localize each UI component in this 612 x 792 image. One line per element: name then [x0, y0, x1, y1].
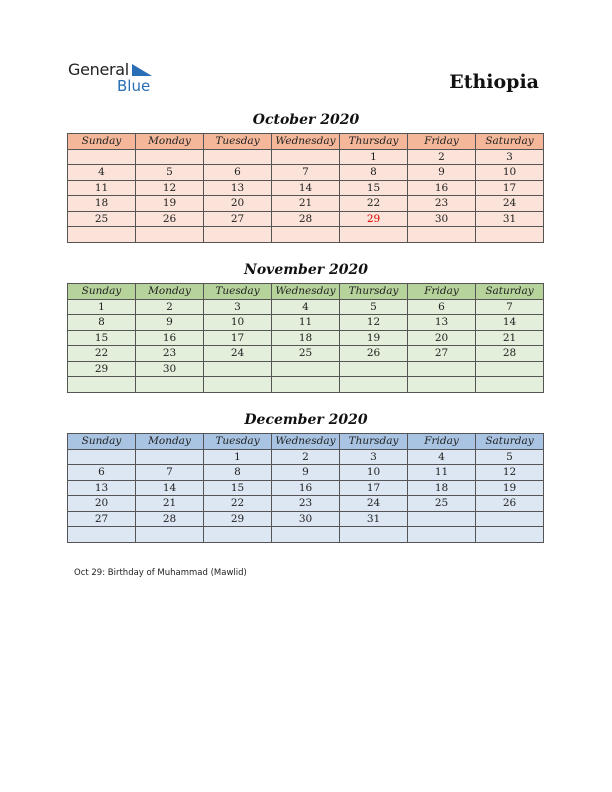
day-cell: 21: [136, 496, 204, 512]
day-cell: 21: [476, 330, 544, 346]
day-cell: 30: [408, 211, 476, 227]
day-cell: [408, 377, 476, 393]
day-cell: [340, 361, 408, 377]
weekday-header-thursday: Thursday: [340, 434, 408, 450]
day-cell: [204, 527, 272, 543]
day-cell: 12: [136, 180, 204, 196]
weekday-header-monday: Monday: [136, 284, 204, 300]
weekday-header-tuesday: Tuesday: [204, 134, 272, 150]
week-row: [68, 299, 544, 315]
holiday-note: Oct 29: Birthday of Muhammad (Mawlid): [74, 568, 247, 578]
day-cell: 24: [340, 496, 408, 512]
week-row: [68, 149, 544, 165]
weekday-header-row: [68, 284, 544, 300]
week-row: [68, 315, 544, 331]
day-cell: 19: [136, 196, 204, 212]
weekday-header-row: [68, 134, 544, 150]
day-cell: [272, 361, 340, 377]
calendar-october: [67, 133, 544, 243]
day-cell: [136, 449, 204, 465]
day-cell: [272, 149, 340, 165]
week-row: [68, 465, 544, 481]
day-cell: 13: [204, 180, 272, 196]
day-cell: 29: [204, 511, 272, 527]
day-cell: 3: [476, 149, 544, 165]
day-cell: [476, 227, 544, 243]
day-cell: 4: [68, 165, 136, 181]
day-cell: 10: [476, 165, 544, 181]
weekday-header-saturday: Saturday: [476, 134, 544, 150]
day-cell: [476, 527, 544, 543]
logo: [68, 60, 168, 96]
week-row: [68, 330, 544, 346]
day-cell: 20: [68, 496, 136, 512]
week-row: [68, 196, 544, 212]
weekday-header-row: [68, 434, 544, 450]
day-cell: 31: [340, 511, 408, 527]
day-cell: 2: [272, 449, 340, 465]
weekday-header-wednesday: Wednesday: [272, 134, 340, 150]
weekday-header-friday: Friday: [408, 284, 476, 300]
day-cell: 31: [476, 211, 544, 227]
day-cell: 6: [408, 299, 476, 315]
day-cell: 22: [68, 346, 136, 362]
day-cell: 1: [204, 449, 272, 465]
day-cell: 23: [408, 196, 476, 212]
day-cell: 27: [68, 511, 136, 527]
day-cell: 28: [136, 511, 204, 527]
day-cell: 4: [408, 449, 476, 465]
day-cell: 11: [68, 180, 136, 196]
day-cell: 26: [476, 496, 544, 512]
week-row: [68, 211, 544, 227]
weekday-header-tuesday: Tuesday: [204, 284, 272, 300]
day-cell: 17: [476, 180, 544, 196]
calendar-november: [67, 283, 544, 393]
day-cell: 30: [272, 511, 340, 527]
day-cell: 5: [476, 449, 544, 465]
day-cell: 2: [136, 299, 204, 315]
day-cell: 26: [136, 211, 204, 227]
weekday-header-monday: Monday: [136, 134, 204, 150]
day-cell: 13: [408, 315, 476, 331]
day-cell: [408, 527, 476, 543]
day-cell: 9: [136, 315, 204, 331]
weekday-header-wednesday: Wednesday: [272, 434, 340, 450]
day-cell: 16: [272, 480, 340, 496]
day-cell: 4: [272, 299, 340, 315]
day-cell: 7: [272, 165, 340, 181]
week-row: [68, 377, 544, 393]
week-row: [68, 361, 544, 377]
day-cell: 29: [68, 361, 136, 377]
day-cell: 9: [408, 165, 476, 181]
day-cell: 7: [136, 465, 204, 481]
day-cell: 8: [204, 465, 272, 481]
day-cell: 7: [476, 299, 544, 315]
weekday-header-thursday: Thursday: [340, 134, 408, 150]
day-cell: 13: [68, 480, 136, 496]
day-cell: 24: [204, 346, 272, 362]
day-cell: 8: [68, 315, 136, 331]
day-cell: [136, 227, 204, 243]
day-cell: 17: [340, 480, 408, 496]
day-cell: [408, 227, 476, 243]
day-cell: [136, 149, 204, 165]
week-row: [68, 180, 544, 196]
day-cell: 18: [68, 196, 136, 212]
day-cell: 8: [340, 165, 408, 181]
day-cell: 1: [340, 149, 408, 165]
day-cell: [204, 361, 272, 377]
day-cell: [340, 377, 408, 393]
day-cell: 16: [136, 330, 204, 346]
day-cell: 12: [340, 315, 408, 331]
day-cell: [408, 511, 476, 527]
day-cell: [272, 377, 340, 393]
day-cell: 10: [204, 315, 272, 331]
day-cell: 14: [136, 480, 204, 496]
day-cell: 10: [340, 465, 408, 481]
day-cell: 18: [272, 330, 340, 346]
day-cell: 3: [204, 299, 272, 315]
week-row: [68, 165, 544, 181]
day-cell: [476, 361, 544, 377]
day-cell: [68, 227, 136, 243]
logo-text-general: General: [68, 60, 129, 79]
day-cell: 22: [340, 196, 408, 212]
day-cell: 6: [68, 465, 136, 481]
day-cell: 30: [136, 361, 204, 377]
day-cell: 11: [408, 465, 476, 481]
week-row: [68, 227, 544, 243]
day-cell: 19: [340, 330, 408, 346]
day-cell: 20: [204, 196, 272, 212]
day-cell: 28: [272, 211, 340, 227]
day-cell: [476, 377, 544, 393]
day-cell: [204, 149, 272, 165]
weekday-header-friday: Friday: [408, 434, 476, 450]
day-cell: [408, 361, 476, 377]
day-cell: 27: [204, 211, 272, 227]
month-title-november: November 2020: [244, 262, 368, 278]
logo-text-blue: Blue: [117, 77, 151, 95]
weekday-header-saturday: Saturday: [476, 284, 544, 300]
day-cell: 24: [476, 196, 544, 212]
day-cell: 21: [272, 196, 340, 212]
day-cell: 15: [68, 330, 136, 346]
day-cell: 25: [272, 346, 340, 362]
week-row: [68, 496, 544, 512]
day-cell: 14: [272, 180, 340, 196]
day-cell: [68, 377, 136, 393]
month-title-october: October 2020: [252, 112, 360, 128]
day-cell: 12: [476, 465, 544, 481]
week-row: [68, 346, 544, 362]
country-title: Ethiopia: [449, 71, 539, 93]
weekday-header-sunday: Sunday: [68, 434, 136, 450]
day-cell: 6: [204, 165, 272, 181]
weekday-header-sunday: Sunday: [68, 134, 136, 150]
day-cell: 20: [408, 330, 476, 346]
day-cell: 27: [408, 346, 476, 362]
day-cell: 29: [340, 211, 408, 227]
day-cell: 5: [340, 299, 408, 315]
day-cell: [68, 449, 136, 465]
day-cell: 15: [340, 180, 408, 196]
day-cell: [272, 227, 340, 243]
weekday-header-saturday: Saturday: [476, 434, 544, 450]
day-cell: [340, 227, 408, 243]
day-cell: 25: [408, 496, 476, 512]
day-cell: 1: [68, 299, 136, 315]
day-cell: 28: [476, 346, 544, 362]
day-cell: 14: [476, 315, 544, 331]
day-cell: [476, 511, 544, 527]
day-cell: [68, 149, 136, 165]
day-cell: 26: [340, 346, 408, 362]
day-cell: 25: [68, 211, 136, 227]
day-cell: 18: [408, 480, 476, 496]
day-cell: 23: [272, 496, 340, 512]
week-row: [68, 480, 544, 496]
logo-triangle-icon: [132, 64, 154, 78]
week-row: [68, 511, 544, 527]
day-cell: [136, 377, 204, 393]
calendar-december: [67, 433, 544, 543]
day-cell: [204, 377, 272, 393]
weekday-header-sunday: Sunday: [68, 284, 136, 300]
weekday-header-monday: Monday: [136, 434, 204, 450]
day-cell: 16: [408, 180, 476, 196]
day-cell: 23: [136, 346, 204, 362]
day-cell: 19: [476, 480, 544, 496]
weekday-header-wednesday: Wednesday: [272, 284, 340, 300]
day-cell: [68, 527, 136, 543]
weekday-header-thursday: Thursday: [340, 284, 408, 300]
day-cell: [136, 527, 204, 543]
day-cell: 9: [272, 465, 340, 481]
day-cell: [204, 227, 272, 243]
day-cell: 17: [204, 330, 272, 346]
weekday-header-tuesday: Tuesday: [204, 434, 272, 450]
week-row: [68, 527, 544, 543]
month-title-december: December 2020: [244, 412, 368, 428]
day-cell: 22: [204, 496, 272, 512]
day-cell: 11: [272, 315, 340, 331]
day-cell: 2: [408, 149, 476, 165]
day-cell: 5: [136, 165, 204, 181]
day-cell: 15: [204, 480, 272, 496]
day-cell: [272, 527, 340, 543]
day-cell: [340, 527, 408, 543]
day-cell: 3: [340, 449, 408, 465]
weekday-header-friday: Friday: [408, 134, 476, 150]
week-row: [68, 449, 544, 465]
